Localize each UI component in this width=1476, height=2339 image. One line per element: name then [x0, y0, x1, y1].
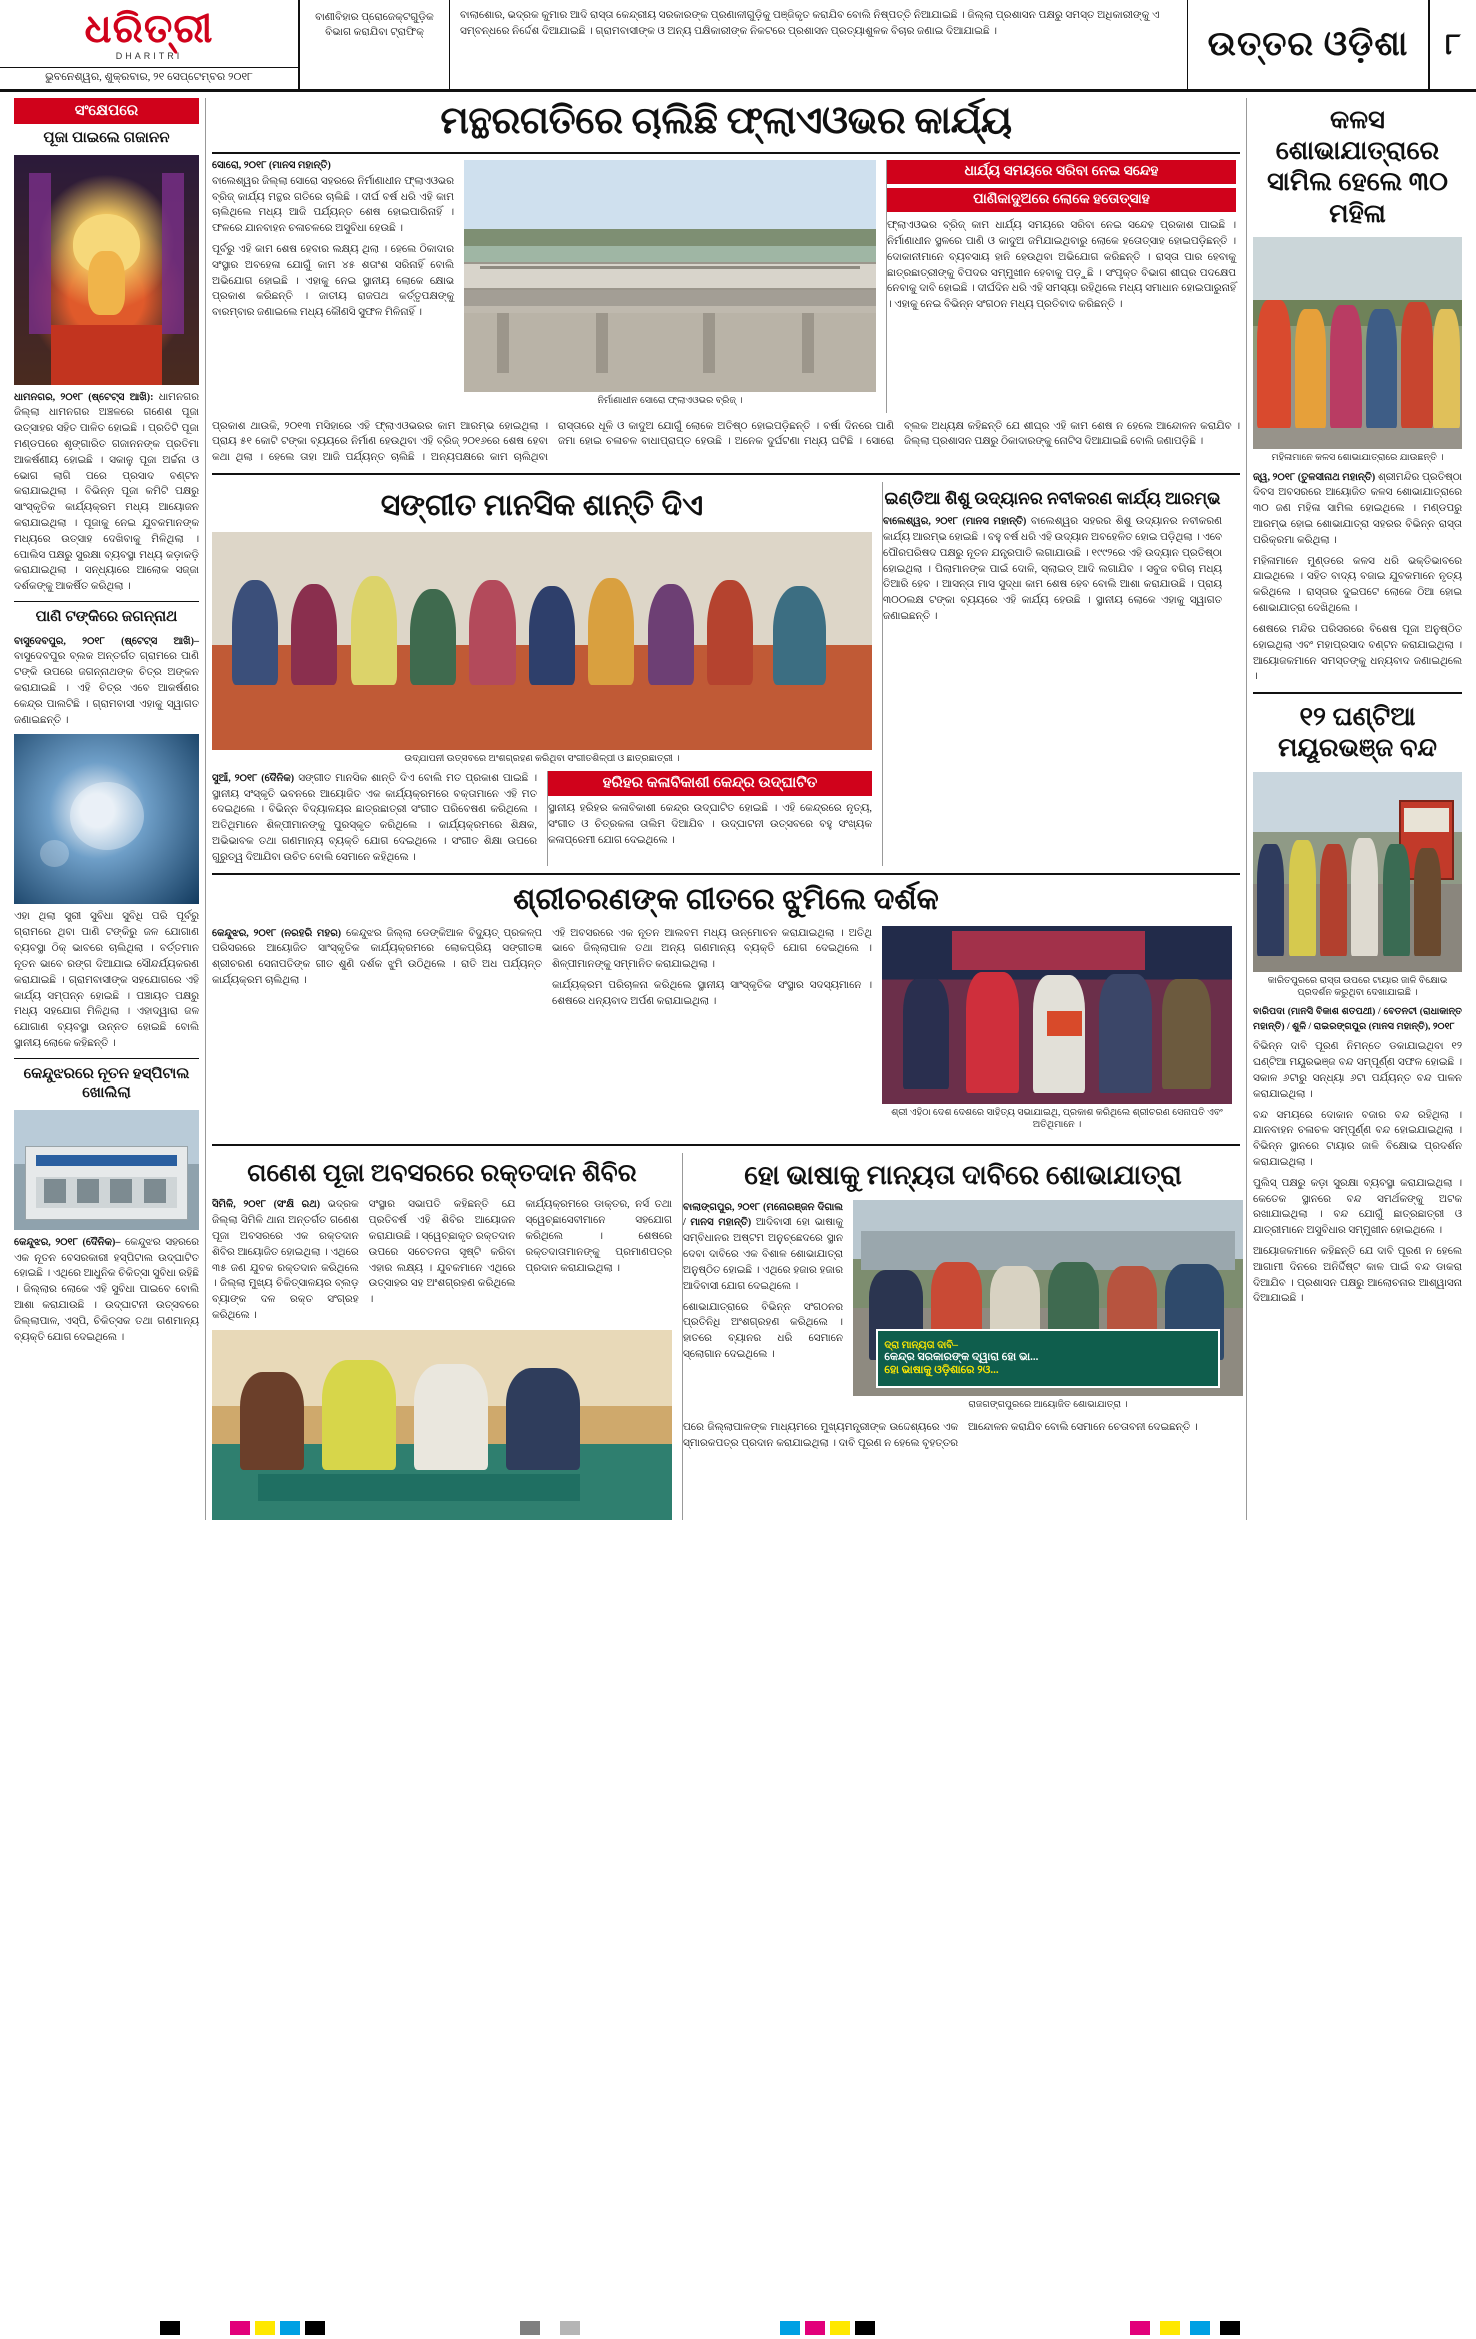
article-child-park-body: ବାଲେଶ୍ୱର ସହରର ଶିଶୁ ଉଦ୍ୟାନର ନବୀକରଣ କାର୍ଯ୍ୟ ଆରମ୍ଭ ହୋଇଛି । ବହୁ ବର୍ଷ ଧରି ଏହି ଉଦ୍ୟାନ ଅବହେଳିତ ହୋଇ ପଡ଼ିଥିଲା । ଏବେ ପୌରପରିଷଦ ପକ୍ଷରୁ ନୂତନ ଯନ୍ତ୍ରପାତି ଲଗାଯାଉଛି । ୧୯୯୨ରେ ଏହି ଉଦ୍ୟାନ ପ୍ରତିଷ୍ଠା ହୋଇଥିଲା । ପିଲାମାନଙ୍କ ପାଇଁ ଦୋଳି, ସ୍ଲାଇଡ୍ ଆଦି ଲଗାଯିବ । ସବୁଜ ବଗିଚା ମଧ୍ୟ ତିଆରି ହେବ । ଆସନ୍ତା ମାସ ସୁଦ୍ଧା କାମ ଶେଷ ହେବ ବୋଲି ଆଶା କରାଯାଉଛି । ପ୍ରାୟ ୩୦୦ଲକ୍ଷ ଟଙ୍କା ବ୍ୟୟରେ ଏହି କାର୍ଯ୍ୟ ହେଉଛି । ସ୍ଥାନୀୟ ଲୋକେ ଏହାକୁ ସ୍ୱାଗତ ଜଣାଇଛନ୍ତି ।: [883, 516, 1222, 623]
headline-harihara: ହରିହର କଳାବିକାଶୀ କେନ୍ଦ୍ର ଉଦ୍‌ଘାଟିତ: [548, 771, 872, 797]
logo-title: ଧରିତ୍ରୀ: [84, 6, 214, 51]
article-hospital-body: କେନ୍ଦୁଝର ସହରରେ ଏକ ନୂତନ ବେସରକାରୀ ହସ୍ପିଟାଲ ଉଦ୍‌ଘାଟିତ ହୋଇଛି । ଏଥିରେ ଆଧୁନିକ ଚିକିତ୍ସା ସୁବିଧା ରହିଛି । ଜିଲ୍ଲାର ଲୋକେ ଏହି ସୁବିଧା ପାଇବେ ବୋଲି ଆଶା କରାଯାଉଛି । ଉଦ୍‌ଘାଟନୀ ଉତ୍ସବରେ ଜିଲ୍ଲାପାଳ, ଏସ୍‌ପି, ଚିକିତ୍ସକ ତଥା ଗଣମାନ୍ୟ ବ୍ୟକ୍ତି ଯୋଗ ଦେଇଥିଲେ ।: [14, 1236, 199, 1343]
headline-flyover: ମନ୍ଥରଗତିରେ ଚାଲିଛି ଫ୍ଲାଏଓଭର କାର୍ଯ୍ୟ: [440, 100, 1012, 142]
page-number: ୮: [1428, 0, 1476, 89]
caption-flyover: ନିର୍ମାଣାଧୀନ ସୋରୋ ଫ୍ଲାଏଓଭର ବ୍ରିଜ୍ ।: [597, 395, 743, 406]
edition-name: ଉତ୍ତର ଓଡ଼ିଶା: [1207, 25, 1409, 63]
article-child-park: [883, 514, 1222, 625]
article-song-p2: ଏହି ଅବସରରେ ଏକ ନୂତନ ଆଲବମ ମଧ୍ୟ ଉନ୍ମୋଚନ କରାଯାଇଥିଲା । ଅତିଥି ଭାବେ ଜିଲ୍ଲାପାଳ ତଥା ଅନ୍ୟ ଗଣମାନ୍ୟ ବ୍ୟକ୍ତି ଯୋଗ ଦେଇଥିଲେ । ଶିଳ୍ପୀମାନଙ୍କୁ ସମ୍ମାନିତ କରାଯାଇଥିଲା ।: [552, 927, 872, 971]
divider: [212, 152, 1240, 154]
byline-blood: ସିମିଳି, ୨୦୧୮ (ସଂକ୍ଷି ରଥ): [212, 1199, 321, 1211]
colorbar-segment: [855, 2321, 875, 2335]
byline-flyover: ସୋରୋ, ୨୦୧୮ (ମାନସ ମହାନ୍ତି): [212, 159, 331, 171]
caption-kalasha: ମହିଳାମାନେ କଳସ ଶୋଭାଯାତ୍ରାରେ ଯାଉଛନ୍ତି ।: [1271, 452, 1444, 463]
colorbar-segment: [805, 2321, 825, 2335]
article-blood-p2: ସଂସ୍ଥାର ସଭାପତି କହିଛନ୍ତି ଯେ ପ୍ରତିବର୍ଷ ଏହି ଶିବିର ଆୟୋଜନ କରାଯାଉଛି । ସ୍ୱେଚ୍ଛାକୃତ ରକ୍ତଦାନ ଉପରେ ସଚେତନତା ସୃଷ୍ଟି କରିବା ଏହାର ଲକ୍ଷ୍ୟ । ଯୁବକମାନେ ଏଥିରେ ଉତ୍ସାହର ସହ ଅଂଶଗ୍ରହଣ କରିଥିଲେ ।: [368, 1199, 516, 1306]
byline-hospital: କେନ୍ଦୁଝର, ୨୦୧୮ (ଦୈନିକ)–: [14, 1236, 121, 1248]
photo-kalasha-procession: [1253, 237, 1462, 449]
colorbar-segment: [160, 2321, 180, 2335]
headline-song: ଶ୍ରୀଚରଣଙ୍କ ଗୀତରେ ଝୁମିଲେ ଦର୍ଶକ: [513, 882, 939, 916]
article-jagannath-tank-body: ବାସୁଦେବପୁର ବ୍ଲକ ଅନ୍ତର୍ଗତ ଗ୍ରାମରେ ପାଣି ଟଙ୍କି ଉପରେ ଜଗନ୍ନାଥଙ୍କ ଚିତ୍ର ଅଙ୍କନ କରାଯାଇଛି । ଏହି ଚିତ୍ର ଏବେ ଆକର୍ଷଣର କେନ୍ଦ୍ର ପାଲଟିଛି । ଗ୍ରାମବାସୀ ଏହାକୁ ସ୍ୱାଗତ ଜଣାଇଛନ୍ତି ।: [14, 651, 199, 726]
article-flyover-p1: ବାଲେଶ୍ୱର ଜିଲ୍ଲା ସୋରୋ ସହରରେ ନିର୍ମାଣାଧୀନ ଫ୍ଲାଏଓଭର ବ୍ରିଜ୍ କାର୍ଯ୍ୟ ମନ୍ଥର ଗତିରେ ଚାଲିଛି । ଦୀର୍ଘ ବର୍ଷ ଧରି ଏହି କାମ ଚାଲିଥିଲେ ମଧ୍ୟ ଆଜି ପର୍ଯ୍ୟନ୍ତ ଶେଷ ହୋଇପାରିନାହିଁ । ଫଳରେ ଯାନବାହନ ଚଳାଚଳରେ ଅସୁବିଧା ହେଉଛି ।: [212, 175, 454, 235]
colorbar-segment: [1190, 2321, 1210, 2335]
article-bandh-p3: ପୁଲିସ୍ ପକ୍ଷରୁ କଡ଼ା ସୁରକ୍ଷା ବ୍ୟବସ୍ଥା କରାଯାଇଥିଲା । କେତେକ ସ୍ଥାନରେ ବନ୍ଦ ସମର୍ଥକଙ୍କୁ ଅଟକ ରଖାଯାଇଥିଲା । ବନ୍ଦ ଯୋଗୁଁ ଛାତ୍ରଛାତ୍ରୀ ଓ ଯାତ୍ରୀମାନେ ଅସୁବିଧାର ସମ୍ମୁଖୀନ ହୋଇଥିଲେ ।: [1253, 1177, 1462, 1237]
article-kalasha-p2: ମହିଳାମାନେ ମୁଣ୍ଡରେ କଳସ ଧରି ଭକ୍ତିଭାବରେ ଯାଇଥିଲେ । ସହିତ ବାଦ୍ୟ ବଜାଇ ଯୁବକମାନେ ନୃତ୍ୟ କରିଥିଲେ । ରାସ୍ତାର ଦୁଇପଟେ ଲୋକେ ଠିଆ ହୋଇ ଶୋଭାଯାତ୍ରା ଦେଖିଥିଲେ ।: [1253, 555, 1462, 615]
sidebar-kicker-2: ପାଣିକାଦୁଅରେ ଲୋକେ ହତୋତ୍ସାହ: [887, 188, 1236, 212]
photo-blood-donation: [212, 1330, 672, 1520]
article-blood-p1: ଭଦ୍ରକ ଜିଲ୍ଲା ସିମିଳି ଥାନା ଅନ୍ତର୍ଗତ ଗଣେଶ ପୂଜା ଅବସରରେ ଏକ ରକ୍ତଦାନ ଶିବିର ଆୟୋଜିତ ହୋଇଥିଲା । ଏଥିରେ ୩୫ ଜଣ ଯୁବକ ରକ୍ତଦାନ କରିଥିଲେ । ଜିଲ୍ଲା ମୁଖ୍ୟ ଚିକିତ୍ସାଳୟର ବ୍ଲଡ଼ ବ୍ୟାଙ୍କ ଦଳ ରକ୍ତ ସଂଗ୍ରହ କରିଥିଲେ ।: [212, 1199, 359, 1321]
banner-line-2: କେନ୍ଦ୍ର ସରକାରଙ୍କ ଦ୍ୱାରା ହୋ ଭା...: [884, 1350, 1039, 1363]
byline-song: କେନ୍ଦୁଝର, ୨୦୧୮ (ନରହରି ମହର): [212, 927, 342, 939]
article-flyover-sidebox: ଫ୍ଲାଏଓଭର ବ୍ରିଜ୍ କାମ ଧାର୍ଯ୍ୟ ସମୟରେ ସରିବା ନେଇ ସନ୍ଦେହ ପ୍ରକାଶ ପାଇଛି । ନିର୍ମାଣାଧୀନ ସ୍ଥଳରେ ପାଣି ଓ କାଦୁଅ ଜମିଯାଇଥିବାରୁ ଲୋକେ ହତୋତ୍ସାହ ହୋଇପଡ଼ିଛନ୍ତି । ଦୋକାନୀମାନେ ବ୍ୟବସାୟ ହାନି ହେଉଥିବା ଅଭିଯୋଗ କରିଛନ୍ତି । ରାସ୍ତା ପାର ହେବାକୁ ଛାତ୍ରଛାତ୍ରୀଙ୍କୁ ବିପଦର ସମ୍ମୁଖୀନ ହେବାକୁ ପଡ଼ୁଛି । ସଂପୃକ୍ତ ବିଭାଗ ଶୀଘ୍ର ପଦକ୍ଷେପ ନେବାକୁ ଦାବି ହୋଇଛି । ଦୀର୍ଘଦିନ ଧରି ଏହି ସମସ୍ୟା ରହିଥିଲେ ମଧ୍ୟ ସମାଧାନ ହୋଇପାରୁନାହିଁ । ଏହାକୁ ନେଇ ବିଭିନ୍ନ ସଂଗଠନ ମଧ୍ୟ ପ୍ରତିବାଦ କରିଛନ୍ତି ।: [887, 220, 1236, 311]
headline-child-park: ଇଣ୍ଡିଆ ଶିଶୁ ଉଦ୍ୟାନର ନବୀକରଣ କାର୍ଯ୍ୟ ଆରମ୍ଭ: [884, 488, 1221, 508]
article-ganesh: [14, 390, 199, 596]
article-song-p1: କେନ୍ଦୁଝର ଜିଲ୍ଲା ଡେଙ୍କିଆଳ ବିଦ୍ୟୁତ୍ ପ୍ରକଳ୍ପ ପରିସରରେ ଆୟୋଜିତ ସାଂସ୍କୃତିକ କାର୍ଯ୍ୟକ୍ରମରେ ଲୋକପ୍ରିୟ ସଙ୍ଗୀତଜ୍ଞ ଶ୍ରୀଚରଣ ସେନାପତିଙ୍କ ଗୀତ ଶୁଣି ଦର୍ଶକ ଝୁମି ଉଠିଥିଲେ । ରାତି ଅଧ ପର୍ଯ୍ୟନ୍ତ କାର୍ଯ୍ୟକ୍ରମ ଚାଲିଥିଲା ।: [212, 927, 542, 987]
headline-ho-language: ହୋ ଭାଷାକୁ ମାନ୍ୟତା ଦାବିରେ ଶୋଭାଯାତ୍ରା: [744, 1160, 1182, 1191]
banner-line-1: ଦ୍ରା ମାନ୍ୟତା ଦାବି–: [884, 1339, 959, 1351]
byline-child-park: ବାଲେଶ୍ୱର, ୨୦୧୮ (ମାନସ ମହାନ୍ତି): [883, 516, 1027, 528]
colorbar-segment: [255, 2321, 275, 2335]
headline-bandh: ୧୨ ଘଣ୍ଟିଆ ମୟୂରଭଞ୍ଜ ବନ୍ଦ: [1277, 702, 1438, 763]
article-flyover-p5: ସୋରୋ ବ୍ଲକ ଅଧ୍ୟକ୍ଷ କହିଛନ୍ତି ଯେ ଶୀଘ୍ର ଏହି କାମ ଶେଷ ନ ହେଲେ ଆନ୍ଦୋଳନ କରାଯିବ । ଜିଲ୍ଲା ପ୍ରଶାସନ ପକ୍ଷରୁ ଠିକାଦାରଙ୍କୁ ନୋଟିସ ଦିଆଯାଇଛି ବୋଲି ଜଣାପଡ଼ିଛି ।: [866, 420, 1240, 448]
photo-ho-rally: [853, 1200, 1243, 1396]
article-kalasha: [1253, 470, 1462, 549]
section-tag-brief: ସଂକ୍ଷେପରେ: [14, 98, 199, 124]
photo-hospital-building: [14, 1110, 199, 1230]
article-bandh-p4: ଆୟୋଜକମାନେ କହିଛନ୍ତି ଯେ ଦାବି ପୂରଣ ନ ହେଲେ ଆଗାମୀ ଦିନରେ ଅନିର୍ଦ୍ଦିଷ୍ଟ କାଳ ପାଇଁ ବନ୍ଦ ଡାକରା ଦିଆଯିବ । ପ୍ରଶାସନ ପକ୍ଷରୁ ଆଲୋଚନାର ଆଶ୍ୱାସନା ଦିଆଯାଇଛି ।: [1253, 1246, 1462, 1305]
caption-music: ଉଦ୍‌ଯାପନୀ ଉତ୍ସବରେ ଅଂଶଗ୍ରହଣ କରିଥିବା ସଂଗୀତଶିଳ୍ପୀ ଓ ଛାତ୍ରଛାତ୍ରୀ ।: [404, 753, 680, 764]
article-hospital: [14, 1235, 199, 1346]
caption-ho-rally: ରାଜଗଙ୍ଗପୁରରେ ଆୟୋଜିତ ଶୋଭାଯାତ୍ରା ।: [968, 1399, 1128, 1410]
headline-music: ସଙ୍ଗୀତ ମାନସିକ ଶାନ୍ତି ଦିଏ: [380, 488, 704, 522]
column-main: [206, 98, 1246, 1520]
logo-subtitle: DHARITRI: [115, 51, 183, 61]
sidebar-kicker-1: ଧାର୍ଯ୍ୟ ସମୟରେ ସରିବା ନେଇ ସନ୍ଦେହ: [887, 160, 1236, 184]
photo-flyover-bridge: [464, 160, 876, 392]
caption-bandh: କାରିତପୁରରେ ରାସ୍ତା ଉପରେ ଟାୟାର ଜାଳି ବିକ୍ଷୋଭ ପ୍ରଦର୍ଶନ କରୁଥିବା ଦେଖାଯାଇଛି ।: [1267, 975, 1448, 999]
colorbar-segment: [1220, 2321, 1240, 2335]
print-registration-colorbar: [0, 2317, 1476, 2339]
photo-music-group: [212, 532, 872, 750]
headline-hospital: କେନ୍ଦୁଝରରେ ନୂତନ ହସ୍ପିଟାଲ ଖୋଲିଲା: [23, 1065, 190, 1102]
article-flyover-p3: ପ୍ରକାଶ ଥାଉକି, ୨୦୧୩ ମସିହାରେ ଏହି ଫ୍ଲାଏଓଭରର କାମ ଆରମ୍ଭ ହୋଇଥିଲା । ପ୍ରାୟ ୫୧ କୋଟି ଟଙ୍କା ବ୍ୟୟରେ ନିର୍ମାଣ ହେଉଥିବା ଏହି ବ୍ରିଜ୍ ୨୦୧୬ରେ ଶେଷ ହେବା କଥା ଥିଲା । ହେଲେ ତାହା ଆଜି ପର୍ଯ୍ୟନ୍ତ ଚାଲିଛି ।: [212, 420, 548, 464]
colorbar-segment: [230, 2321, 250, 2335]
masthead-note-left: ବାଣୀବିହାର ପ୍ରୋଜେକ୍ଟଗୁଡ଼ିକ ବିଭାଗ କରାଯିବା ଟ୍ରାଫିକ୍: [300, 0, 450, 89]
article-ganesh-body: ଧାମନଗର ଜିଲ୍ଲା ଧାମନଗର ଅଞ୍ଚଳରେ ଗଣେଶ ପୂଜା ଉତ୍ସାହର ସହିତ ପାଳିତ ହୋଇଛି । ପ୍ରତିଟି ପୂଜା ମଣ୍ଡପରେ ଶୃଙ୍ଗାରିତ ଗଜାନନଙ୍କ ପ୍ରତିମା ଆକର୍ଷଣୀୟ ହୋଇଛି । ସକାଳୁ ପୂଜା ଅର୍ଚ୍ଚନା ଓ ଭୋଗ ଲାଗି ପରେ ପ୍ରସାଦ ବଣ୍ଟନ କରାଯାଇଥିଲା । ବିଭିନ୍ନ ପୂଜା କମିଟି ପକ୍ଷରୁ ସାଂସ୍କୃତିକ କାର୍ଯ୍ୟକ୍ରମ ମଧ୍ୟ ଆୟୋଜନ କରାଯାଇଥିଲା । ପୂଜାକୁ ନେଇ ଯୁବକମାନଙ୍କ ମଧ୍ୟରେ ଉତ୍ସାହ ଦେଖିବାକୁ ମିଳିଥିଲା । ପୋଲିସ ପକ୍ଷରୁ ସୁରକ୍ଷା ବ୍ୟବସ୍ଥା ମଧ୍ୟ କଡ଼ାକଡ଼ି କରାଯାଇଥିଲା । ସନ୍ଧ୍ୟାରେ ଆଲୋକ ସଜ୍ଜା ଦର୍ଶକଙ୍କୁ ଆକର୍ଷିତ କରିଥିଲା ।: [14, 391, 199, 593]
headline-blood-camp: ଗଣେଶ ପୂଜା ଅବସରରେ ରକ୍ତଦାନ ଶିବିର: [247, 1160, 637, 1188]
article-music: [212, 771, 537, 866]
photo-ganesh-idol: [14, 155, 199, 385]
article-bandh-p1: ବିଭିନ୍ନ ଦାବି ପୂରଣ ନିମନ୍ତେ ଡକାଯାଇଥିବା ୧୨ ଘଣ୍ଟିଆ ମୟୂରଭଞ୍ଜ ବନ୍ଦ ସମ୍ପୂର୍ଣ୍ଣ ସଫଳ ହୋଇଛି । ସକାଳ ୬ଟାରୁ ସନ୍ଧ୍ୟା ୬ଟା ପର୍ଯ୍ୟନ୍ତ ବନ୍ଦ ପାଳନ କରାଯାଇଥିଲା ।: [1253, 1041, 1462, 1100]
colorbar-segment: [780, 2321, 800, 2335]
article-blood-left: [212, 1197, 359, 1324]
article-ho-p3: ପରେ ଜିଲ୍ଲାପାଳଙ୍କ ମାଧ୍ୟମରେ ମୁଖ୍ୟମନ୍ତ୍ରୀଙ୍କ ଉଦ୍ଦେଶ୍ୟରେ ଏକ ସ୍ମାରକପତ୍ର ପ୍ରଦାନ କରାଯାଇଥିଲା । ଦାବି ପୂରଣ ନ ହେଲେ ବୃହତ୍ତର ଆନ୍ଦୋଳନ କରାଯିବ ବୋଲି ସେମାନେ ଚେତାବନୀ ଦେଇଛନ୍ତି ।: [683, 1422, 1198, 1450]
column-left: [8, 98, 206, 1520]
article-ho-left: [683, 1200, 843, 1295]
colorbar-segment: [1160, 2321, 1180, 2335]
article-flyover-p2: ପୂର୍ବରୁ ଏହି କାମ ଶେଷ ହେବାର ଲକ୍ଷ୍ୟ ଥିଲା । ହେଲେ ଠିକାଦାର ସଂସ୍ଥାର ଅବହେଳା ଯୋଗୁଁ କାମ ୪୫ ଶତାଂଶ ସରିନାହିଁ ବୋଲି ଅଭିଯୋଗ ହୋଇଛି । ଏହାକୁ ନେଇ ସ୍ଥାନୀୟ ଲୋକେ କ୍ଷୋଭ ପ୍ରକାଶ କରିଛନ୍ତି । ଜାତୀୟ ରାଜପଥ କର୍ତ୍ତୃପକ୍ଷଙ୍କୁ ବାରମ୍ବାର ଜଣାଇଲେ ମଧ୍ୟ କୌଣସି ସୁଫଳ ମିଳିନାହିଁ ।: [212, 243, 454, 319]
headline-jagannath-tank: ପାଣି ଟଙ୍କିରେ ଜଗନ୍ନାଥ: [35, 609, 178, 626]
article-kalasha-p1: ଶ୍ରୀମନ୍ଦିର ପ୍ରତିଷ୍ଠା ଦିବସ ଅବସରରେ ଆୟୋଜିତ କଳସ ଶୋଭାଯାତ୍ରାରେ ୩୦ ଜଣ ମହିଳା ସାମିଲ ହୋଇଥିଲେ । ମଣ୍ଡପରୁ ଆରମ୍ଭ ହୋଇ ଶୋଭାଯାତ୍ରା ସହରର ବିଭିନ୍ନ ରାସ୍ତା ପରିକ୍ରମା କରିଥିଲା ।: [1253, 471, 1463, 546]
masthead-note-main: ବାଲାଶୋର, ଭଦ୍ରକ କୁମାର ଆଦି ରାସ୍ତା କେନ୍ଦ୍ରୀୟ ସରକାରଙ୍କ ପ୍ରଣାଳୀଗୁଡ଼ିକୁ ପଞ୍ଜିକୃତ କରାଯିବ ବୋଲି ନିଷ୍ପତ୍ତି ନିଆଯାଇଛି । ଜିଲ୍ଲା ପ୍ରଶାସନ ପକ୍ଷରୁ ସମସ୍ତ ଅଧିକାରୀଙ୍କୁ ଏ ସମ୍ବନ୍ଧରେ ନିର୍ଦ୍ଦେଶ ଦିଆଯାଇଛି । ଗ୍ରାମବାସୀଙ୍କ ଓ ଅନ୍ୟ ପକ୍ଷିକାରୀଙ୍କ ନିକଟରେ ପ୍ରଶାସନ ପ୍ରତ୍ୟାଶୁଳକ ବିଚାର ଜଣାଇ ଦିଆଯାଇଛି ।: [450, 0, 1188, 89]
article-harihara: ସ୍ଥାନୀୟ ହରିହର କଳାବିକାଶୀ କେନ୍ଦ୍ର ଉଦ୍‌ଘାଟିତ ହୋଇଛି । ଏହି କେନ୍ଦ୍ରରେ ନୃତ୍ୟ, ସଂଗୀତ ଓ ଚିତ୍ରକଳା ତାଲିମ ଦିଆଯିବ । ଉଦ୍‌ଘାଟନୀ ଉତ୍ସବରେ ବହୁ ସଂଖ୍ୟକ କଳାପ୍ରେମୀ ଯୋଗ ଦେଇଥିଲେ ।: [548, 803, 872, 846]
article-water-microbe-body: ଏହା ଥିଲା ସ୍ତ୍ରୀ ସୁବିଧା ସୁବିଧି ପରି ପୂର୍ବରୁ ଗ୍ରାମରେ ଥିବା ପାଣି ଟଙ୍କିରୁ ଜଳ ଯୋଗାଣ ବ୍ୟବସ୍ଥା ଠିକ୍ ଭାବରେ ଚାଲିଥିଲା । ବର୍ତ୍ତମାନ ନୂତନ ଭାବେ ରଙ୍ଗ ଦିଆଯାଇ ସୌନ୍ଦର୍ଯ୍ୟକରଣ କରାଯାଇଛି । ଗ୍ରାମବାସୀଙ୍କ ସହଯୋଗରେ ଏହି କାର୍ଯ୍ୟ ସମ୍ପନ୍ନ ହୋଇଛି । ପଞ୍ଚାୟତ ପକ୍ଷରୁ ମଧ୍ୟ ସହଯୋଗ ମିଳିଥିଲା । ଏହାଦ୍ୱାରା ଜଳ ଯୋଗାଣ ବ୍ୟବସ୍ଥା ଉନ୍ନତ ହୋଇଛି ବୋଲି ସ୍ଥାନୀୟ ଲୋକେ କହିଛନ୍ତି ।: [14, 911, 199, 1049]
article-flyover-p4: ଅନ୍ୟପକ୍ଷରେ କାମ ଚାଲିଥିବା ରାସ୍ତାରେ ଧୂଳି ଓ କାଦୁଅ ଯୋଗୁଁ ଲୋକେ ଅତିଷ୍ଠ ହୋଇପଡ଼ିଛନ୍ତି । ବର୍ଷା ଦିନରେ ପାଣି ଜମା ହୋଇ ଚଳାଚଳ ବାଧାପ୍ରାପ୍ତ ହେଉଛି । ଅନେକ ଦୁର୍ଘଟଣା ମଧ୍ୟ ଘଟିଛି ।: [430, 420, 894, 464]
banner-line-3: ହୋ ଭାଷାକୁ ଓଡ଼ିଶାରେ ୨ଓ...: [884, 1363, 999, 1376]
article-bandh-p2: ବନ୍ଦ ସମୟରେ ଦୋକାନ ବଜାର ବନ୍ଦ ରହିଥିଲା । ଯାନବାହନ ଚଳାଚଳ ସମ୍ପୂର୍ଣ୍ଣ ବନ୍ଦ ହୋଇଯାଇଥିଲା । ବିଭିନ୍ନ ସ୍ଥାନରେ ଟାୟାର ଜାଳି ବିକ୍ଷୋଭ ପ୍ରଦର୍ଶନ କରାଯାଇଥିଲା ।: [1253, 1109, 1462, 1168]
caption-song: ଶ୍ରୀ ଏହିଠା ଦେଶ ଦେଶରେ ସାହିତ୍ୟ ସଭାଯାଇଥି, ପ୍ରକାଶ କରିଥିଲେ ଶ୍ରୀଚରଣ ସେନାପତି ଏବଂ ଅତିଥିମାନେ ।: [891, 1107, 1223, 1131]
byline-music: ସୁଆଁ, ୨୦୧୮ (ଦୈନିକ): [212, 772, 295, 784]
article-song-p3: କାର୍ଯ୍ୟକ୍ରମ ପରିଚାଳନା କରିଥିଲେ ସ୍ଥାନୀୟ ସାଂସ୍କୃତିକ ସଂସ୍ଥାର ସଦସ୍ୟମାନେ । ଶେଷରେ ଧନ୍ୟବାଦ ଅର୍ପଣ କରାଯାଇଥିଲା ।: [552, 980, 872, 1007]
article-song-left: [212, 926, 542, 989]
colorbar-segment: [1130, 2321, 1150, 2335]
article-flyover-continued: [212, 419, 1240, 466]
masthead-logo: [0, 0, 300, 89]
column-right: [1246, 98, 1468, 1520]
byline-ganesh: ଧାମନଗର, ୨୦୧୮ (ଷ୍ଟେଟ୍‌ସ ଆଖି):: [14, 391, 154, 403]
publication-date: ଭୁବନେଶ୍ୱର, ଶୁକ୍ରବାର, ୨୧ ସେପ୍ଟେମ୍ବର ୨୦୧୮: [0, 67, 298, 84]
article-ho-p1: ଆଦିବାସୀ ହୋ ଭାଷାକୁ ସମ୍ବିଧାନର ଅଷ୍ଟମ ଅନୁଚ୍ଛେଦରେ ସ୍ଥାନ ଦେବା ଦାବିରେ ଏକ ବିଶାଳ ଶୋଭାଯାତ୍ରା ଅନୁଷ୍ଠିତ ହୋଇଛି । ଏଥିରେ ହଜାର ହଜାର ଆଦିବାସୀ ଯୋଗ ଦେଇଥିଲେ ।: [683, 1217, 843, 1292]
article-ho-p2: ଶୋଭାଯାତ୍ରାରେ ବିଭିନ୍ନ ସଂଗଠନର ପ୍ରତିନିଧି ଅଂଶଗ୍ରହଣ କରିଥିଲେ । ହାତରେ ବ୍ୟାନର ଧରି ସେମାନେ ସ୍ଲୋଗାନ ଦେଇଥିଲେ ।: [683, 1301, 843, 1360]
article-jagannath-tank: [14, 634, 199, 729]
headline-kalasha: କଳସ ଶୋଭାଯାତ୍ରାରେ ସାମିଲ ହେଲେ ୩୦ ମହିଳା: [1266, 105, 1449, 228]
byline-jagannath-tank: ବାସୁଦେବପୁର, ୨୦୧୮ (ଷ୍ଟେଟ୍‌ସ ଆଖି)–: [14, 635, 199, 647]
colorbar-segment: [280, 2321, 300, 2335]
colorbar-segment: [560, 2321, 580, 2335]
photo-song-stage: [882, 926, 1232, 1104]
photo-bandh-protest: [1253, 772, 1462, 972]
masthead: [0, 0, 1476, 92]
byline-ho: ବାଲାଙ୍ଗପୁର, ୨୦୧୮ (ମନୋରଞ୍ଜନ ଦିଗାଲ / ମାନସ ମହାନ୍ତି): [683, 1201, 843, 1229]
byline-bandh: ବାରିପଦା (ମାନସି ବିକାଶ ଶତପଥୀ) / ବେତନଟୀ (ରାଧାକାନ୍ତ ମହାନ୍ତି) / ଶୁଳି / ରାଇରଙ୍ଗପୁର (ମାନସ ମହାନ୍ତି), ୨୦୧୮: [1253, 1006, 1462, 1032]
article-water-microbe: [14, 909, 199, 1051]
colorbar-segment: [830, 2321, 850, 2335]
article-blood-p3: କାର୍ଯ୍ୟକ୍ରମରେ ଡାକ୍ତର, ନର୍ସ ତଥା ସ୍ୱେଚ୍ଛାସେବୀମାନେ ସହଯୋଗ କରିଥିଲେ । ଶେଷରେ ରକ୍ତଦାତାମାନଙ୍କୁ ପ୍ରମାଣପତ୍ର ପ୍ରଦାନ କରାଯାଇଥିଲା ।: [525, 1199, 673, 1274]
colorbar-segment: [520, 2321, 540, 2335]
headline-ganesh: ପୂଜା ପାଇଲେ ଗଜାନନ: [43, 130, 170, 146]
colorbar-segment: [305, 2321, 325, 2335]
article-kalasha-p3: ଶେଷରେ ମନ୍ଦିର ପରିସରରେ ବିଶେଷ ପୂଜା ଅନୁଷ୍ଠିତ ହୋଇଥିଲା ଏବଂ ମହାପ୍ରସାଦ ବଣ୍ଟନ କରାଯାଇଥିଲା । ଆୟୋଜକମାନେ ସମସ୍ତଙ୍କୁ ଧନ୍ୟବାଦ ଜଣାଇଥିଲେ ।: [1253, 623, 1462, 683]
article-music-body: ସଙ୍ଗୀତ ମାନସିକ ଶାନ୍ତି ଦିଏ ବୋଲି ମତ ପ୍ରକାଶ ପାଇଛି । ସ୍ଥାନୀୟ ସଂସ୍କୃତି ଭବନରେ ଆୟୋଜିତ ଏକ କାର୍ଯ୍ୟକ୍ରମରେ ବକ୍ତାମାନେ ଏହି ମତ ଦେଇଥିଲେ । ବିଭିନ୍ନ ବିଦ୍ୟାଳୟର ଛାତ୍ରଛାତ୍ରୀ ସଂଗୀତ ପରିବେଷଣ କରିଥିଲେ । ଅତିଥିମାନେ ଶିଳ୍ପୀମାନଙ୍କୁ ପୁରସ୍କୃତ କରିଥିଲେ । କାର୍ଯ୍ୟକ୍ରମରେ ଶିକ୍ଷକ, ଅଭିଭାବକ ତଥା ଗଣମାନ୍ୟ ବ୍ୟକ୍ତି ଯୋଗ ଦେଇଥିଲେ । ସଂଗୀତ ଶିକ୍ଷା ଉପରେ ଗୁରୁତ୍ୱ ଦିଆଯିବା ଉଚିତ ବୋଲି ସେମାନେ କହିଥିଲେ ।: [212, 772, 537, 863]
page-content: [0, 92, 1476, 1520]
photo-water-microbe: [14, 734, 199, 904]
byline-kalasha: ଜ୍ୱ, ୨୦୧୮ (ତୁଳସୀନାଥ ମହାନ୍ତି): [1253, 471, 1376, 483]
